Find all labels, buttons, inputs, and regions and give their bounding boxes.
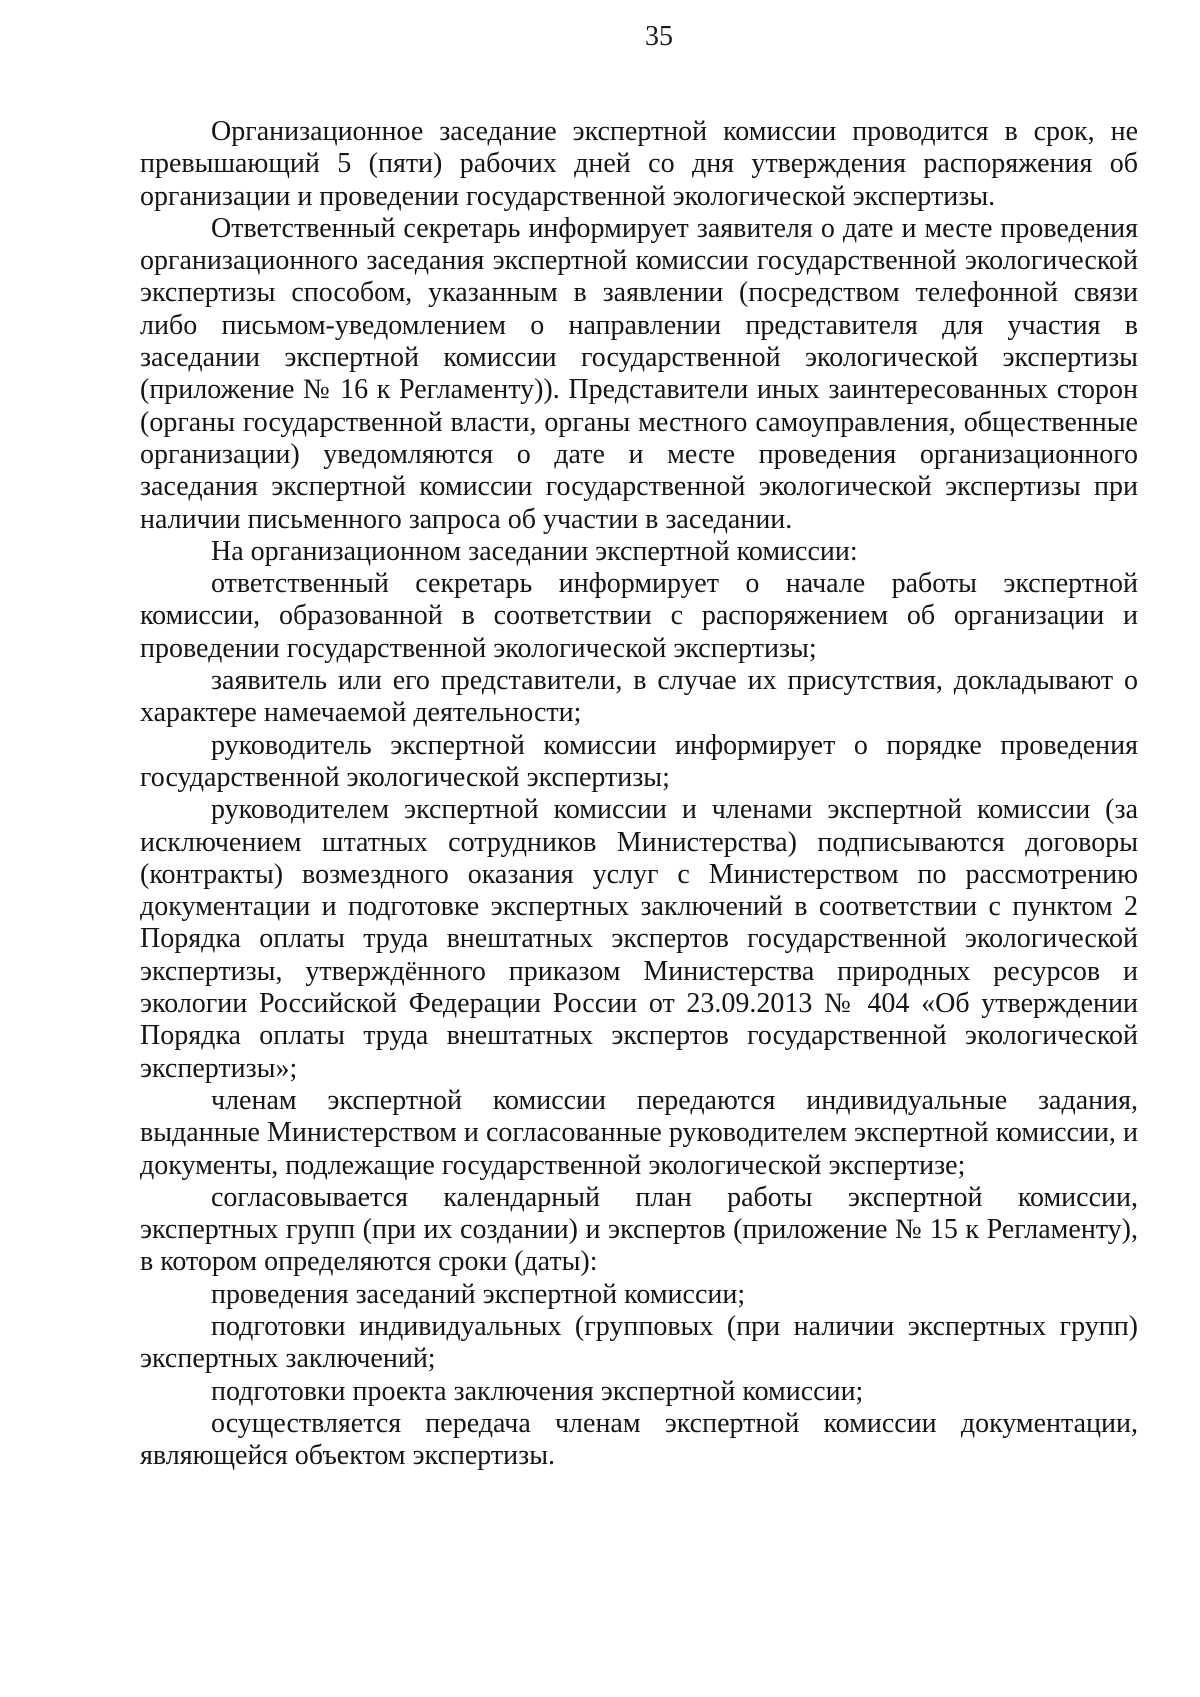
paragraph: ответственный секретарь информирует о начале работы экспертной комиссии, образованной в соответствии с распоряжением об организации и проведении государственной экологической экспертизы; — [140, 568, 1138, 664]
paragraph: подготовки индивидуальных (групповых (при наличии экспертных групп) экспертных заключений; — [140, 1310, 1138, 1375]
paragraph: подготовки проекта заключения экспертной комиссии; — [211, 1375, 864, 1407]
paragraph: осуществляется передача членам экспертной комиссии документации, являющейся объектом экспертизы. — [140, 1407, 1138, 1472]
paragraph: членам экспертной комиссии передаются индивидуальные задания, выданные Министерством и согласованные руководителем экспертной комиссии, и документы, подлежащие государственной экологической экспертизе; — [140, 1084, 1138, 1181]
paragraph: согласовывается календарный план работы экспертной комиссии, экспертных групп (при их создании) и экспертов (приложение № 15 к Регламенту), в котором определяются сроки (даты): — [140, 1181, 1138, 1278]
page-number: 35 — [645, 21, 673, 52]
paragraph: На организационном заседании экспертной комиссии: — [211, 535, 858, 567]
paragraph: руководитель экспертной комиссии информирует о порядке проведения государственной экологической экспертизы; — [140, 729, 1138, 793]
paragraph: Организационное заседание экспертной комиссии проводится в срок, не превышающий 5 (пяти) рабочих дней со дня утверждения распоряжения об организации и проведении государственной экологической экспертизы. — [140, 116, 1138, 212]
paragraph: проведения заседаний экспертной комиссии; — [211, 1278, 746, 1310]
paragraph: руководителем экспертной комиссии и членами экспертной комиссии (за исключением штатных сотрудников Министерства) подписываются договоры (контракты) возмездного оказания услуг с Министерством по рассмотрению документации и подготовке экспертных заключений в соответствии с пунктом 2 Порядка оплаты труда внештатных экспертов государственной экологической экспертизы, утверждённого приказом Министерства природных ресурсов и экологии Российской Федерации России от 23.09.2013 № 404 «Об утверждении Порядка оплаты труда внештатных экспертов государственной экологической экспертизы»; — [140, 794, 1138, 1084]
paragraph: Ответственный секретарь информирует заявителя о дате и месте проведения организационного заседания экспертной комиссии государственной экологической экспертизы способом, указанным в заявлении (посредством телефонной связи либо письмом-уведомлением о направлении представителя для участия в заседании экспертной комиссии государственной экологической экспертизы (приложение № 16 к Регламенту)). Представители иных заинтересованных сторон (органы государственной власти, органы местного самоуправления, общественные организации) уведомляются о дате и месте проведения организационного заседания экспертной комиссии государственной экологической экспертизы при наличии письменного запроса об участии в заседании. — [140, 212, 1138, 535]
paragraph: заявитель или его представители, в случае их присутствия, докладывают о характере намечаемой деятельности; — [140, 665, 1138, 729]
document-body — [140, 116, 1138, 1472]
